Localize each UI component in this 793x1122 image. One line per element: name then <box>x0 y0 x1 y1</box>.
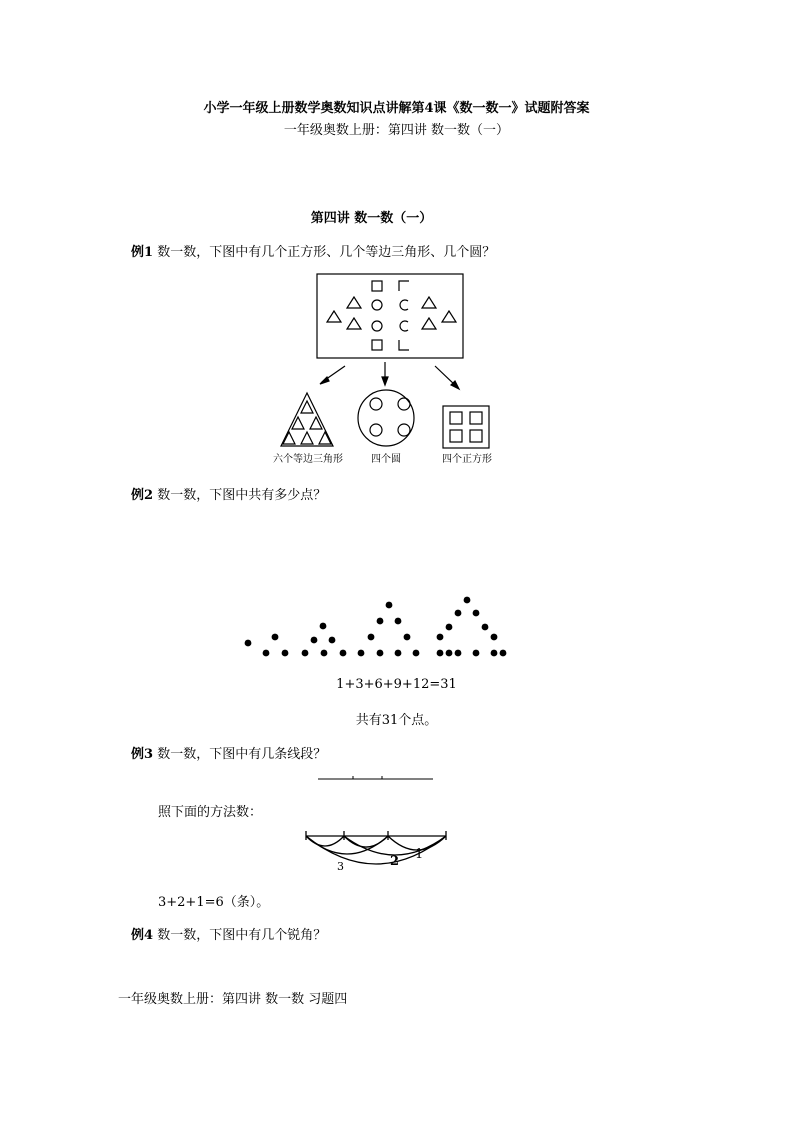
example-1-label: 例1 <box>131 245 154 260</box>
lesson-title: 第四讲 数一数（一） <box>310 211 433 226</box>
document-subtitle: 一年级奥数上册：第四讲 数一数（一） <box>283 123 510 138</box>
page-footer: 一年级奥数上册：第四讲 数一数 习题四 <box>118 992 348 1007</box>
example-2-text: 数一数，下图中共有多少点？ <box>157 488 327 503</box>
document-title: 小学一年级上册数学奥数知识点讲解第4课《数一数一》试题附答案 <box>203 101 590 116</box>
example-3-label: 例3 <box>131 747 154 762</box>
arc-label-1: 1 <box>415 847 424 862</box>
example-2-answer: 共有31个点。 <box>355 713 438 728</box>
example-2-equation: 1+3+6+9+12=31 <box>336 677 457 692</box>
arc-label-2: 2 <box>390 854 400 869</box>
example-3-method: 照下面的方法数： <box>158 805 263 820</box>
caption-triangles: 六个等边三角形 <box>273 454 343 465</box>
example-4-question <box>131 924 326 943</box>
caption-circles: 四个圆 <box>371 454 401 465</box>
example-4-text: 数一数，下图中有几个锐角？ <box>157 928 327 943</box>
example-3-answer: 3+2+1=6（条）。 <box>158 895 270 910</box>
caption-squares: 四个正方形 <box>442 454 492 465</box>
example-4-label: 例4 <box>131 928 154 943</box>
example-2-label: 例2 <box>131 488 154 503</box>
example-3-text: 数一数，下图中有几条线段？ <box>157 747 327 762</box>
example-1-text: 数一数，下图中有几个正方形、几个等边三角形、几个圆？ <box>157 245 496 260</box>
arc-label-3: 3 <box>337 860 344 873</box>
